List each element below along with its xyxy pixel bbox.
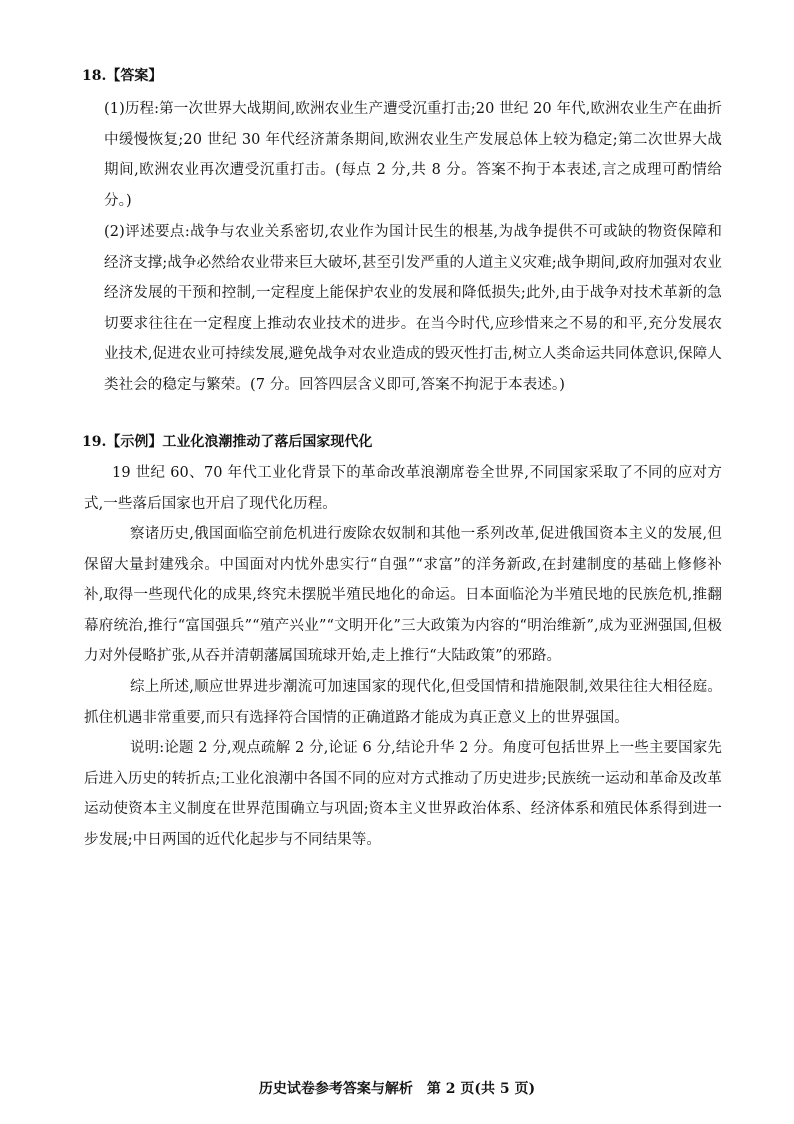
- page-footer: 历史试卷参考答案与解析 第 2 页(共 5 页): [258, 1081, 536, 1097]
- q18-heading: 18.【答案】: [82, 68, 163, 84]
- q18-part1: (1)历程:第一次世界大战期间,欧洲农业生产遭受沉重打击;20 世纪 20 年代,欧洲农业生产在曲折中缓慢恢复;20 世纪 30 年代经济萧条期间,欧洲农业生产发展总体上较为稳定;第二次世界大战期间,欧洲农业再次遭受沉重打击。(每点 2 分,共 8 分。答案不拘于本表述,言之成理可酌情给分。): [104, 101, 722, 209]
- q18-part2: (2)评述要点:战争与农业关系密切,农业作为国计民生的根基,为战争提供不可或缺的物资保障和经济支撑;战争必然给农业带来巨大破坏,甚至引发严重的人道主义灾难;战争期间,政府加强对农业经济发展的干预和控制,一定程度上能保护农业的发展和降低损失;此外,由于战争对技术革新的急切要求往往在一定程度上推动农业技术的进步。在当今时代,应珍惜来之不易的和平,充分发展农业技术,促进农业可持续发展,避免战争对农业造成的毁灭性打击,树立人类命运共同体意识,保障人类社会的稳定与繁荣。(7 分。回答四层含义即可,答案不拘泥于本表述。): [104, 224, 722, 393]
- q19-paragraph-3: 综上所述,顺应世界进步潮流可加速国家的现代化,但受国情和措施限制,效果往往大相径庭。抓住机遇非常重要,而只有选择符合国情的正确道路才能成为真正意义上的世界强国。: [84, 679, 722, 726]
- q19-heading: 19.【示例】工业化浪潮推动了落后国家现代化: [82, 434, 373, 450]
- q19-paragraph-4: 说明:论题 2 分,观点疏解 2 分,论证 6 分,结论升华 2 分。角度可包括世界上一些主要国家先后进入历史的转折点;工业化浪潮中各国不同的应对方式推动了历史进步;民族统一运动和革命及改革运动使资本主义制度在世界范围确立与巩固;资本主义世界政治体系、经济体系和殖民体系得到进一步发展;中日两国的近代化起步与不同结果等。: [84, 740, 722, 848]
- q19-paragraph-2: 察诸历史,俄国面临空前危机进行废除农奴制和其他一系列改革,促进俄国资本主义的发展,但保留大量封建残余。中国面对内忧外患实行“自强”“求富”的洋务新政,在封建制度的基础上修修补补,取得一些现代化的成果,终究未摆脱半殖民地化的命运。日本面临沦为半殖民地的民族危机,推翻幕府统治,推行“富国强兵”“殖产兴业”“文明开化”三大政策为内容的“明治维新”,成为亚洲强国,但极力对外侵略扩张,从吞并清朝藩属国琉球开始,走上推行“大陆政策”的邪路。: [84, 526, 722, 664]
- q19-paragraph-1: 19 世纪 60、70 年代工业化背景下的革命改革浪潮席卷全世界,不同国家采取了不同的应对方式,一些落后国家也开启了现代化历程。: [84, 465, 722, 512]
